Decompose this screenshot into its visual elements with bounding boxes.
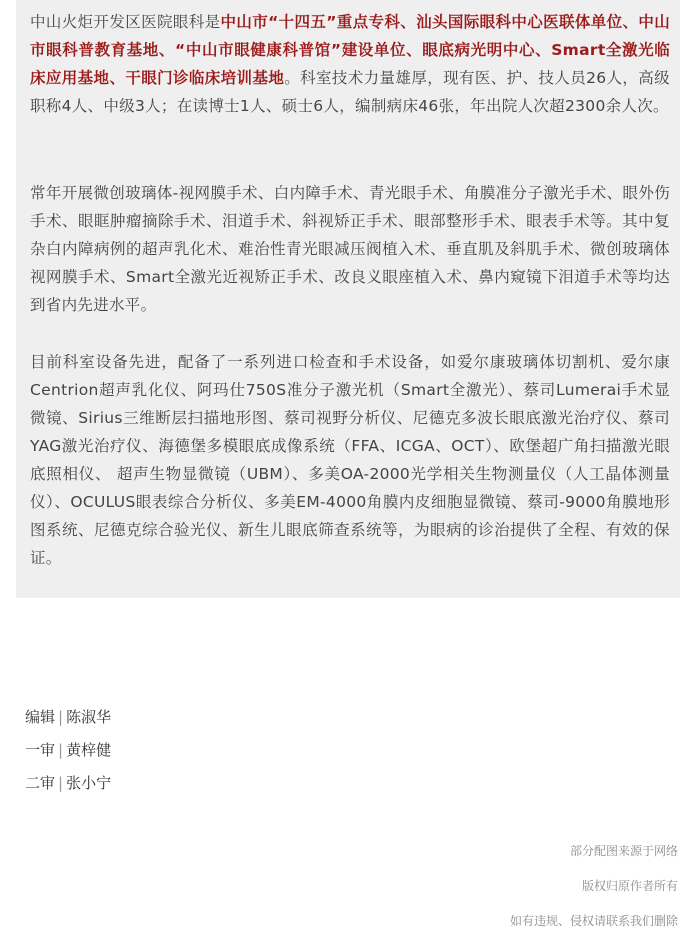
credit-second-review	[25, 767, 111, 800]
intro-paragraph	[30, 8, 670, 120]
credits-block	[25, 701, 111, 800]
credit-name: 陈淑华	[66, 708, 112, 726]
equipment-paragraph: 目前科室设备先进，配备了一系列进口检查和手术设备，如爱尔康玻璃体切割机、爱尔康Centrion超声乳化仪、阿玛仕750S准分子激光机（Smart全激光）、蔡司Lumerai手术显微镜、Sirius三维断层扫描地形图、蔡司视野分析仪、尼德克多波长眼底激光治疗仪、蔡司YAG激光治疗仪、海德堡多模眼底成像系统（FFA、ICGA、OCT）、欧堡超广角扫描激光眼底照相仪、 超声生物显微镜（UBM）、多美OA-2000光学相关生物测量仪（人工晶体测量仪）、OCULUS眼表综合分析仪、多美EM-4000角膜内皮细胞显微镜、蔡司-9000角膜地形图系统、尼德克综合验光仪、新生儿眼底筛查系统等，为眼病的诊治提供了全程、有效的保证。	[30, 353, 670, 567]
credit-role: 编辑	[25, 708, 56, 726]
credit-separator: |	[58, 708, 64, 726]
credit-separator: |	[58, 741, 64, 759]
credit-editor	[25, 701, 111, 734]
note-copyright: 版权归原作者所有	[581, 879, 678, 893]
credit-first-review	[25, 734, 111, 767]
credit-role: 一审	[25, 741, 56, 759]
credit-role: 二审	[25, 774, 56, 792]
intro-text-end: 。科室技术力量雄厚，现有医、护、技人员26人，高级职称4人、中级3人；在读博士1人、硕士6人，编制病床46张，年出院人次超2300余人次。	[30, 69, 670, 115]
intro-text-start: 中山火炬开发区医院眼科是	[30, 13, 221, 31]
credit-separator: |	[58, 774, 64, 792]
note-image-source: 部分配图来源于网络	[569, 844, 678, 858]
credit-name: 黄梓健	[66, 741, 112, 759]
credit-name: 张小宁	[66, 774, 112, 792]
intro-highlight: 中山市“十四五”重点专科、汕头国际眼科中心医联体单位、中山市眼科普教育基地、“中山市眼健康科普馆”建设单位、眼底病光明中心、Smart全激光临床应用基地、干眼门诊临床培训基地	[30, 13, 670, 87]
note-contact-removal: 如有违规、侵权请联系我们删除	[509, 914, 678, 928]
surgery-paragraph: 常年开展微创玻璃体-视网膜手术、白内障手术、青光眼手术、角膜准分子激光手术、眼外伤手术、眼眶肿瘤摘除手术、泪道手术、斜视矫正手术、眼部整形手术、眼表手术等。其中复杂白内障病例的超声乳化术、难治性青光眼减压阀植入术、垂直肌及斜肌手术、微创玻璃体视网膜手术、Smart全激光近视矫正手术、改良义眼座植入术、鼻内窥镜下泪道手术等均达到省内先进水平。	[30, 184, 670, 314]
copyright-notes	[510, 834, 678, 939]
